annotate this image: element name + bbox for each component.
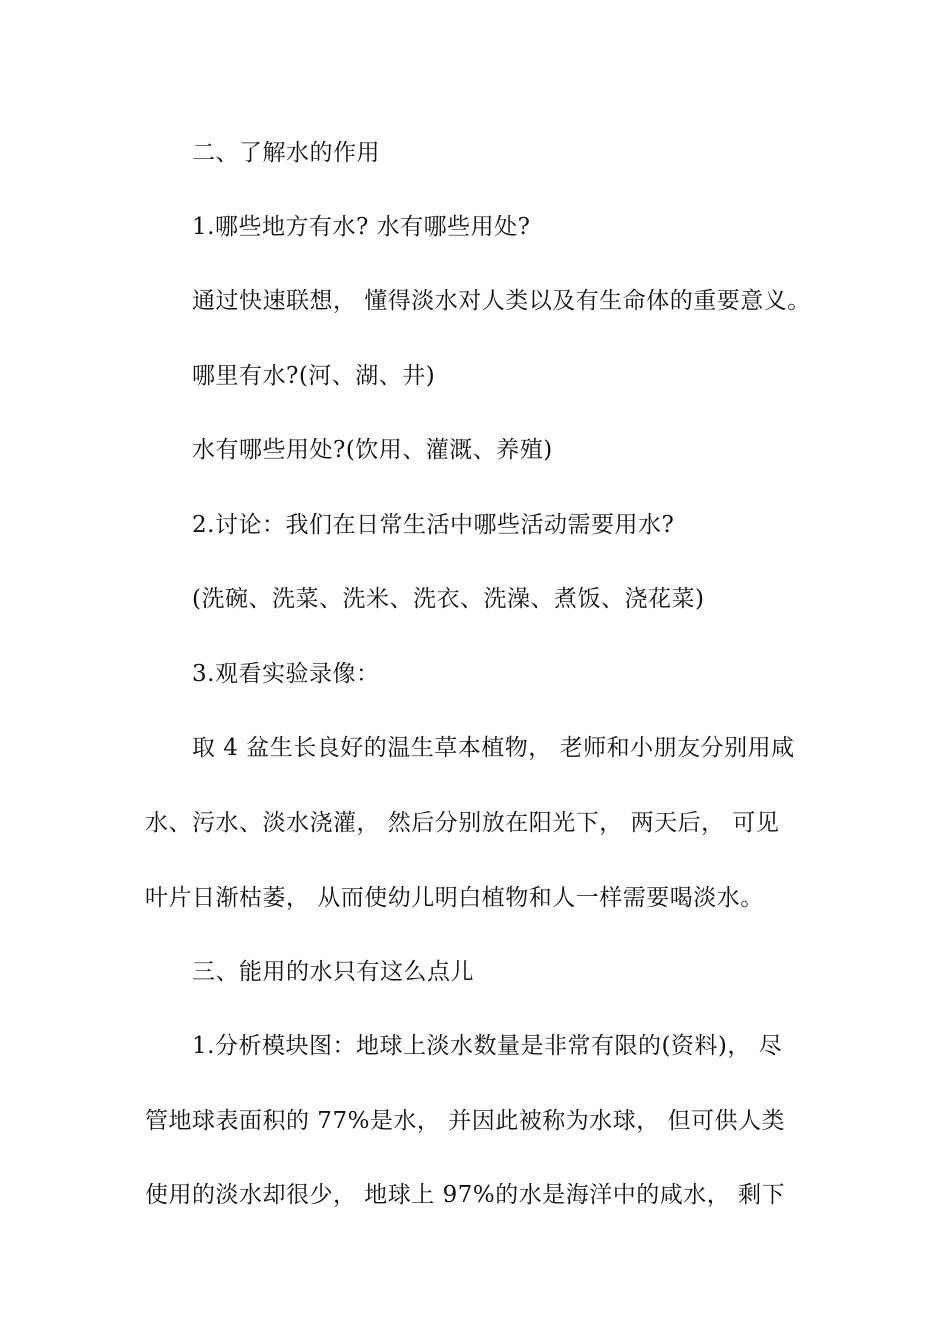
paragraph-line: 1.哪些地方有水? 水有哪些用处? xyxy=(192,214,531,240)
paragraph-line: 通过快速联想， 懂得淡水对人类以及有生命体的重要意义。 xyxy=(192,288,811,314)
paragraph-line: 1.分析模块图：地球上淡水数量是非常有限的(资料)， 尽 xyxy=(192,1033,783,1059)
paragraph-line: 2.讨论：我们在日常生活中哪些活动需要用水? xyxy=(192,512,675,538)
paragraph-line: 水有哪些用处?(饮用、灌溉、养殖) xyxy=(192,437,553,463)
paragraph-line: 3.观看实验录像： xyxy=(192,661,380,687)
paragraph-line: 取 4 盆生长良好的温生草本植物， 老师和小朋友分别用咸 xyxy=(192,735,795,761)
section-heading: 二、了解水的作用 xyxy=(192,140,380,166)
section-heading: 三、能用的水只有这么点儿 xyxy=(192,959,474,985)
paragraph-line: (洗碗、洗菜、洗米、洗衣、洗澡、煮饭、浇花菜) xyxy=(192,586,705,612)
paragraph-line: 使用的淡水却很少， 地球上 97%的水是海洋中的咸水， 剩下 xyxy=(145,1182,786,1208)
paragraph-line: 水、污水、淡水浇灌， 然后分别放在阳光下， 两天后， 可见 xyxy=(145,810,780,836)
paragraph-line: 管地球表面积的 77%是水， 并因此被称为水球， 但可供人类 xyxy=(145,1108,786,1134)
paragraph-line: 哪里有水?(河、湖、井) xyxy=(192,363,436,389)
paragraph-line: 叶片日渐枯萎， 从而使幼儿明白植物和人一样需要喝淡水。 xyxy=(145,885,764,911)
